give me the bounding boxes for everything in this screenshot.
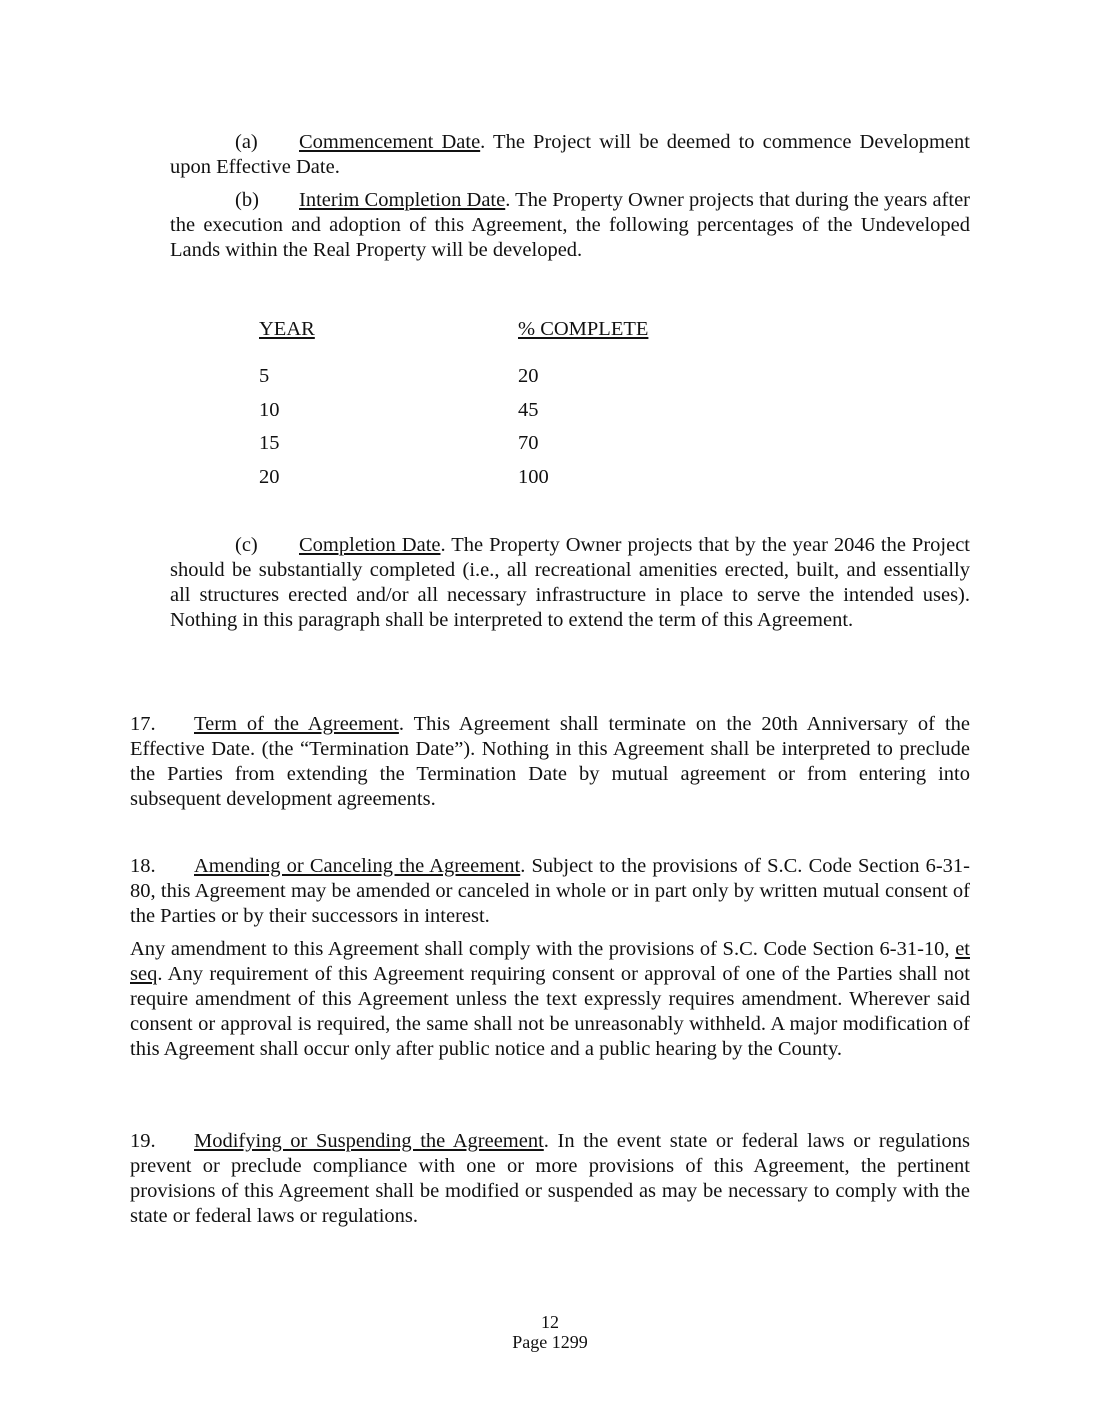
- section-18-number: 18.: [130, 855, 156, 877]
- paragraph-c-text: . The Property Owner projects that by the year 2046 the Project should be substantially completed (i.e., all recreational amenities erected, built, and essentially all structures erected and/or all necessary infrastructure in place to serve the intended uses). Nothing in this paragraph shall be interpreted to extend the term of this Agreement.: [170, 534, 970, 631]
- section-17-heading: Term of the Agreement: [194, 713, 399, 735]
- table-header-year: YEAR: [259, 318, 315, 340]
- page-label: Page 1299: [512, 1332, 588, 1352]
- paragraph-c-heading: Completion Date: [299, 534, 441, 556]
- section-19-number: 19.: [130, 1130, 156, 1152]
- section-18b-text-after: . Any requirement of this Agreement requiring consent or approval of one of the Parties shall not require amendment of this Agreement unless the text expressly requires amendment. Wherever said consent or approval is required, the same shall not be unreasonably withheld. A major modification of this Agreement shall occur only after public notice and a public hearing by the County.: [130, 963, 970, 1060]
- paragraph-c-label: (c): [235, 534, 258, 556]
- section-17: [130, 712, 970, 812]
- table-cell-year: 5: [259, 365, 270, 387]
- section-19-heading: Modifying or Suspending the Agreement: [194, 1130, 544, 1152]
- section-17-text: . This Agreement shall terminate on the 20th Anniversary of the Effective Date. (the “Termination Date”). Nothing in this Agreement shall be interpreted to preclude the Parties from extending the Termination Date by mutual agreement or from entering into subsequent development agreements.: [130, 713, 970, 810]
- section-18: [130, 854, 970, 929]
- table-cell-year: 15: [259, 432, 280, 454]
- section-19-text: . In the event state or federal laws or regulations prevent or preclude compliance with one or more provisions of this Agreement, the pertinent provisions of this Agreement shall be modified or suspended as may be necessary to comply with the state or federal laws or regulations.: [130, 1130, 970, 1227]
- section-19: [130, 1129, 970, 1229]
- page-number: 12: [541, 1312, 559, 1332]
- paragraph-a: [170, 130, 970, 180]
- section-18-amendment-paragraph: [130, 937, 970, 1062]
- paragraph-a-heading: Commencement Date: [299, 131, 481, 153]
- table-cell-year: 10: [259, 399, 280, 421]
- table-header-complete: % COMPLETE: [518, 318, 649, 340]
- paragraph-b-text: . The Property Owner projects that during the years after the execution and adoption of this Agreement, the following percentages of the Undeveloped Lands within the Real Property will be developed.: [170, 189, 970, 261]
- paragraph-b-heading: Interim Completion Date: [299, 189, 506, 211]
- paragraph-c: [170, 533, 970, 633]
- table-cell-percent: 100: [518, 466, 549, 488]
- table-cell-percent: 70: [518, 432, 539, 454]
- et-seq-reference: et seq: [130, 938, 970, 985]
- paragraph-b-label: (b): [235, 189, 259, 211]
- table-cell-percent: 20: [518, 365, 539, 387]
- section-18-heading: Amending or Canceling the Agreement: [194, 855, 521, 877]
- paragraph-b: [170, 188, 970, 263]
- paragraph-a-text: . The Project will be deemed to commence Development upon Effective Date.: [170, 131, 970, 178]
- table-cell-percent: 45: [518, 399, 539, 421]
- paragraph-a-label: (a): [235, 131, 258, 153]
- section-18-text: . Subject to the provisions of S.C. Code Section 6-31-80, this Agreement may be amended or canceled in whole or in part only by written mutual consent of the Parties or by their successors in interest.: [130, 855, 970, 927]
- table-cell-year: 20: [259, 466, 280, 488]
- section-18b-text-before: Any amendment to this Agreement shall comply with the provisions of S.C. Code Section 6-31-10,: [130, 938, 956, 960]
- section-17-number: 17.: [130, 713, 156, 735]
